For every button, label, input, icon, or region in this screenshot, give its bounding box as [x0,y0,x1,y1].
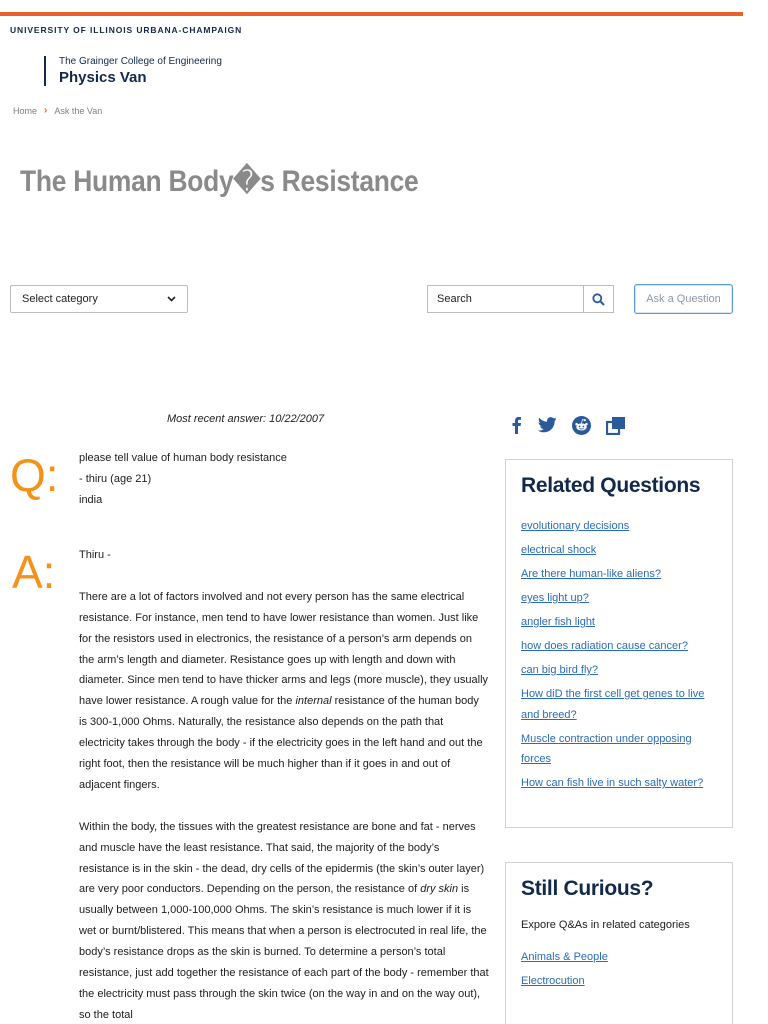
related-question-link[interactable]: eyes light up? [521,592,589,604]
search-input[interactable] [427,285,583,313]
breadcrumb-home[interactable]: Home [13,105,38,116]
twitter-icon [538,417,557,433]
facebook-icon [511,416,522,434]
breadcrumb-current[interactable]: Ask the Van [54,105,103,116]
still-curious-lead: Expore Q&As in related categories [521,919,690,931]
related-question-link[interactable]: angler fish light [521,616,595,628]
university-wordmark[interactable]: UNIVERSITY OF ILLINOIS URBANA-CHAMPAIGN [10,25,243,35]
answer-text: resistance of the human body is 300-1,000 Ohms. Naturally, the resistance also depends on the path that electricity takes through the body - if the electricity goes in the left hand and out the right foot, then the resistance will be much higher than if it goes in and out of adjacent fingers. [79,695,483,791]
answer-paragraph [79,587,489,796]
chevron-right-icon: › [44,105,48,116]
still-curious-title: Still Curious? [521,877,654,900]
question-text: please tell value of human body resistance [79,452,287,464]
answer-emphasis: dry skin [420,883,459,896]
question-author: - thiru (age 21) [79,472,152,485]
related-question-link[interactable]: How diD the first cell get genes to live and breed? [521,688,705,721]
answer-paragraph [79,817,489,1024]
facebook-share-button[interactable] [511,415,522,435]
reddit-icon [572,416,591,435]
category-select[interactable] [10,285,188,313]
reddit-share-button[interactable] [572,415,591,435]
answer-text: There are a lot of factors involved and not every person has the same electrical resistance. For instance, men tend to have lower resistance than women. Just like for the resistors used in electronics, the resistance of a person’s arm depends on the arm’s length and diameter. Resistance goes up with length and down with diameter. Since men tend to have thicker arms and legs (more muscle), they usually have lower resistance. A rough value for the [79,590,489,708]
chevron-down-icon [167,296,176,302]
twitter-share-button[interactable] [538,415,557,435]
answer-greeting: Thiru - [79,549,111,561]
top-accent-bar [0,12,743,16]
related-question-link[interactable]: How can fish live in such salty water? [521,777,704,789]
related-question-link[interactable]: electrical shock [521,544,597,556]
related-question-link[interactable]: evolutionary decisions [521,520,630,532]
copy-icon [606,416,626,435]
category-select-value: Select category [22,293,98,305]
answer-text: is usually between 1,000-100,000 Ohms. The skin’s resistance is much lower if it is wet or burnt/blistered. This means that when a person is electrocuted in real life, the body’s resistance drops as the skin is burned. To determine a person’s total resistance, just add together the resistance of each part of the body - remember that the electricity must pass through the skin twice (on the way in and on the way out), so the total [79,883,489,1021]
question-location: india [79,493,103,506]
breadcrumb [13,105,102,116]
still-curious-panel [505,862,733,1024]
page-title: The Human Body�s Resistance [20,165,419,198]
answer-date: Most recent answer: 10/22/2007 [167,413,325,425]
site-brand[interactable] [44,56,222,86]
copy-link-button[interactable] [606,415,626,435]
answer-emphasis: internal [295,695,332,708]
category-link[interactable]: Electrocution [521,975,585,987]
search-button[interactable] [583,285,614,313]
related-questions-title: Related Questions [521,474,701,497]
related-questions-panel [505,459,733,828]
search-placeholder: Search [437,293,472,305]
site-name: Physics Van [59,69,147,86]
answer-block [79,545,489,1024]
related-question-link[interactable]: can big bird fly? [521,664,599,676]
related-question-link[interactable]: Are there human-like aliens? [521,568,662,580]
related-question-link[interactable]: how does radiation cause cancer? [521,640,688,652]
search-icon [592,293,605,306]
question-label: Q: [10,449,59,501]
related-question-link[interactable]: Muscle contraction under opposing forces [521,732,692,765]
answer-label: A: [12,546,56,598]
answer-text: Within the body, the tissues with the greatest resistance are bone and fat - nerves and muscle have the least resistance. That said, the majority of the body’s resistance is in the skin - the dead, dry cells of the epidermis (the skin’s outer layer) are very poor conductors. Depending on the person, the resistance of [79,820,485,896]
college-name: The Grainger College of Engineering [59,56,222,67]
question-block [79,448,489,511]
ask-question-button[interactable]: Ask a Question [634,284,733,314]
category-link[interactable]: Animals & People [521,951,608,963]
